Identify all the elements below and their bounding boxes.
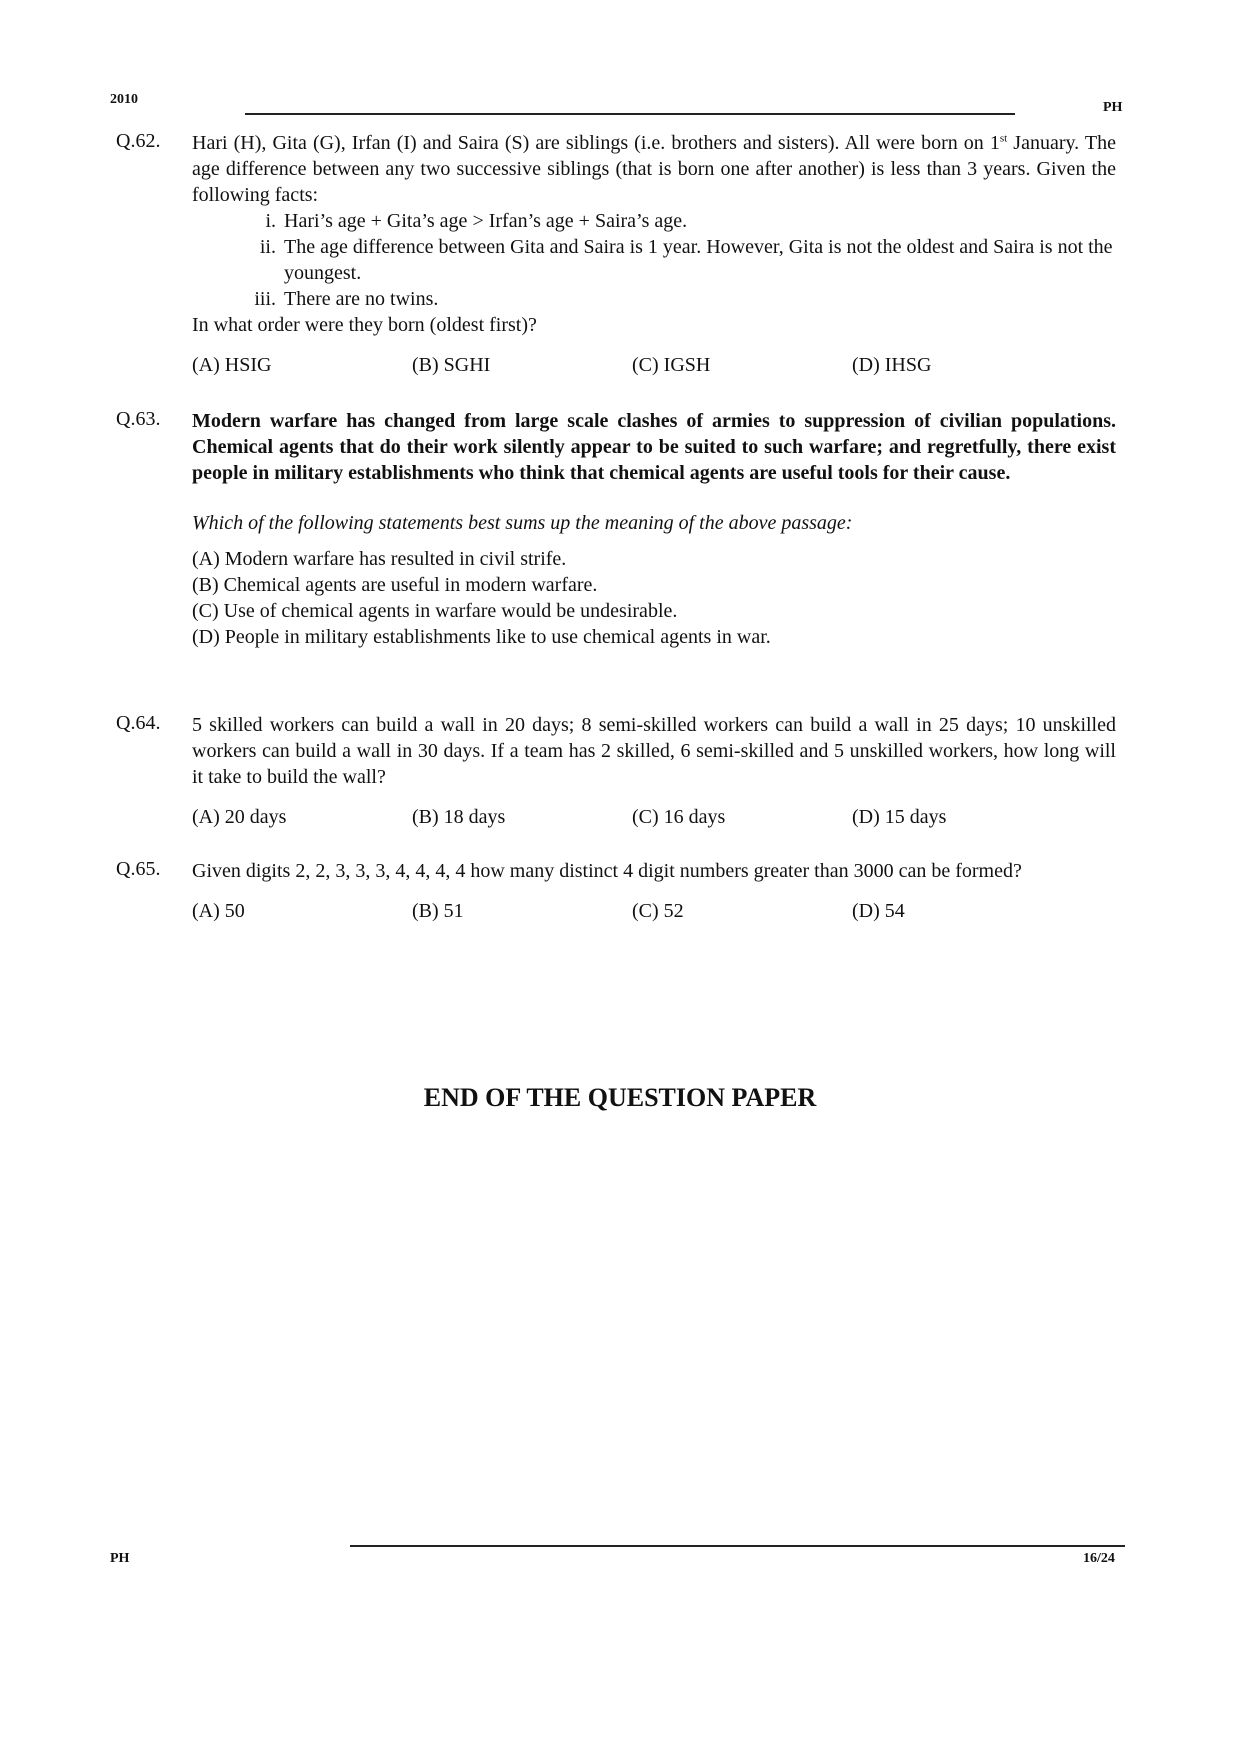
page-number: 16/24 <box>1083 1551 1115 1566</box>
question-number: Q.62. <box>116 130 161 152</box>
options-row <box>192 898 1116 924</box>
options-list <box>192 546 1116 650</box>
question-text-part: Hari (H), Gita (G), Irfan (I) and Saira (S) are siblings (i.e. brothers and sisters). All were born on 1 <box>192 132 1000 154</box>
question-text: 5 skilled workers can build a wall in 20 days; 8 semi-skilled workers can build a wall in 25 days; 10 unskilled workers can build a wall in 30 days. If a team has 2 skilled, 6 semi-skilled and 5 unskilled workers, how long will it take to build the wall? <box>192 714 1116 788</box>
fact-number: ii. <box>259 236 276 258</box>
option-a: (A) Modern warfare has resulted in civil strife. <box>192 548 567 570</box>
option-d: (D) 15 days <box>852 806 947 828</box>
option-d: (D) 54 <box>852 900 905 922</box>
footer-code: PH <box>110 1551 130 1566</box>
options-row <box>192 352 1116 378</box>
question-prompt: In what order were they born (oldest first)? <box>192 314 537 336</box>
option-a: (A) 50 <box>192 900 245 922</box>
fact-item <box>242 286 1116 312</box>
question-number: Q.65. <box>116 858 161 880</box>
fact-item <box>242 234 1116 286</box>
question-62 <box>116 130 1116 378</box>
question-number: Q.63. <box>116 408 161 430</box>
question-text: Given digits 2, 2, 3, 3, 3, 4, 4, 4, 4 how many distinct 4 digit numbers greater than 3000 can be formed? <box>192 860 1022 882</box>
passage-text: Modern warfare has changed from large scale clashes of armies to suppression of civilian populations. Chemical agents that do their work silently appear to be suited to such warfare; and regretfully, there exist people in military establishments who think that chemical agents are useful tools for their cause. <box>192 410 1116 484</box>
option-b: (B) SGHI <box>412 354 491 376</box>
passage-prompt: Which of the following statements best sums up the meaning of the above passage: <box>192 512 853 534</box>
facts-list <box>242 208 1116 312</box>
option-c: (C) IGSH <box>632 354 711 376</box>
option-d: (D) IHSG <box>852 354 932 376</box>
fact-text: Hari’s age + Gita’s age > Irfan’s age + Saira’s age. <box>284 210 688 232</box>
footer-rule <box>350 1545 1125 1547</box>
question-64 <box>116 712 1116 830</box>
fact-item <box>242 208 1116 234</box>
option-d: (D) People in military establishments like to use chemical agents in war. <box>192 626 771 648</box>
question-63 <box>116 408 1116 650</box>
header-rule <box>245 113 1015 115</box>
fact-number: i. <box>265 210 276 232</box>
option-c: (C) 16 days <box>632 806 726 828</box>
question-65 <box>116 858 1116 924</box>
fact-number: iii. <box>254 288 276 310</box>
option-c: (C) 52 <box>632 900 684 922</box>
option-c: (C) Use of chemical agents in warfare would be undesirable. <box>192 600 678 622</box>
fact-text: There are no twins. <box>284 288 439 310</box>
option-b: (B) 18 days <box>412 806 506 828</box>
options-row <box>192 804 1116 830</box>
option-a: (A) 20 days <box>192 806 287 828</box>
fact-text: The age difference between Gita and Saira is 1 year. However, Gita is not the oldest and Saira is not the youngest. <box>284 236 1113 284</box>
question-text-part: January. The age difference between any two successive siblings (that is born one after another) is less than 3 years. Given the following facts: <box>192 132 1116 206</box>
header-code: PH <box>1103 100 1123 115</box>
question-number: Q.64. <box>116 712 161 734</box>
question-text <box>192 130 1116 208</box>
superscript: st <box>999 132 1008 145</box>
header-year: 2010 <box>110 92 138 107</box>
option-b: (B) Chemical agents are useful in modern warfare. <box>192 574 598 596</box>
end-of-paper-heading: END OF THE QUESTION PAPER <box>423 1083 817 1112</box>
option-b: (B) 51 <box>412 900 464 922</box>
option-a: (A) HSIG <box>192 354 272 376</box>
